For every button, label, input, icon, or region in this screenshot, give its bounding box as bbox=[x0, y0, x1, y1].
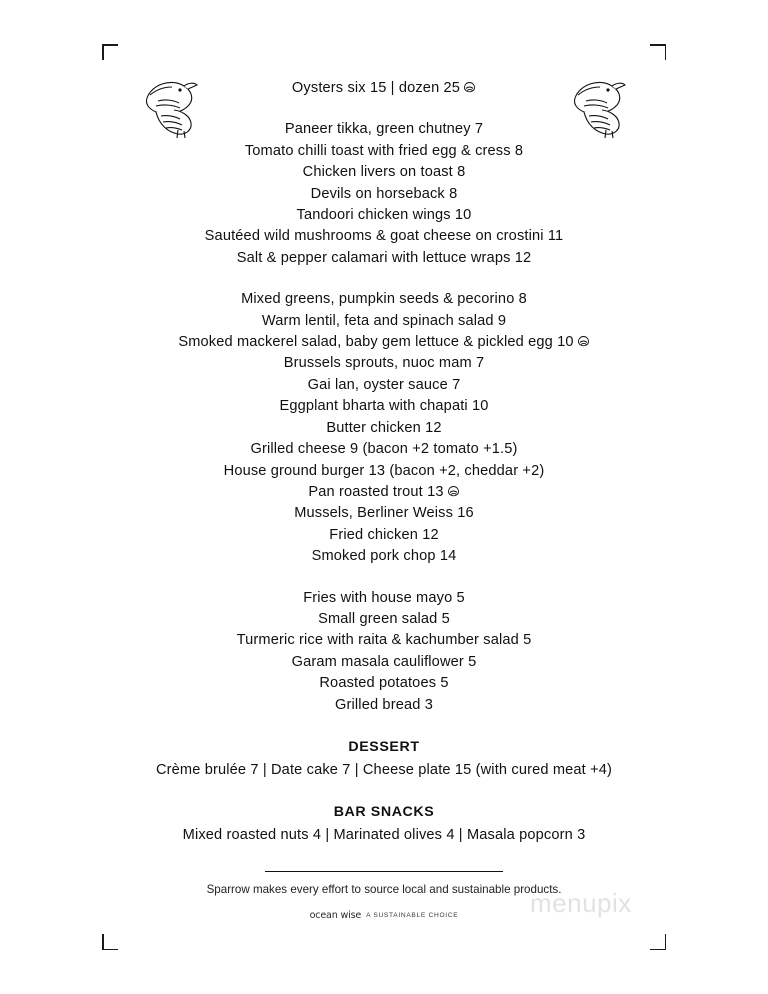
menu-item: Tomato chilli toast with fried egg & cress 8 bbox=[244, 142, 524, 159]
ocean-wise-tagline: A SUSTAINABLE CHOICE bbox=[366, 912, 459, 920]
menu-item: Sautéed wild mushrooms & goat cheese on crostini 11 bbox=[204, 228, 564, 245]
menu-item: Turmeric rice with raita & kachumber salad 5 bbox=[236, 632, 532, 649]
menu-item-oysters bbox=[84, 78, 684, 99]
menu-item: Butter chicken 12 bbox=[326, 419, 442, 436]
section-bar-snacks bbox=[84, 801, 684, 846]
menu-item: Paneer tikka, green chutney 7 bbox=[284, 121, 484, 138]
ocean-wise-icon bbox=[447, 483, 460, 495]
menu-item: Mixed greens, pumpkin seeds & pecorino 8 bbox=[241, 291, 527, 308]
ocean-wise-icon bbox=[577, 333, 590, 345]
ocean-wise-icon bbox=[463, 79, 476, 91]
menu-item: Smoked pork chop 14 bbox=[311, 548, 457, 565]
section-heading-bar-snacks: BAR SNACKS bbox=[333, 804, 435, 821]
watermark bbox=[530, 888, 632, 919]
menu-item: Fried chicken 12 bbox=[329, 526, 439, 543]
menu-item: Crème brulée 7 | Date cake 7 | Cheese plate 15 (with cured meat +4) bbox=[155, 761, 613, 778]
menu-item: Tandoori chicken wings 10 bbox=[296, 207, 472, 224]
crop-mark-bottom-left bbox=[102, 934, 118, 950]
crop-mark-top-right bbox=[650, 44, 666, 60]
menu-item-label: Smoked mackerel salad, baby gem lettuce & pickled egg 10 bbox=[178, 334, 574, 351]
menu-item-with-ocean-wise bbox=[84, 332, 684, 353]
menu-item: Grilled bread 3 bbox=[335, 696, 433, 713]
menu-item: Fries with house mayo 5 bbox=[303, 589, 465, 606]
menu-item: Small green salad 5 bbox=[318, 610, 450, 627]
menu-item: Gai lan, oyster sauce 7 bbox=[307, 376, 461, 393]
menu-item-with-ocean-wise bbox=[84, 482, 684, 503]
menu-item: Chicken livers on toast 8 bbox=[302, 164, 466, 181]
menu-content bbox=[84, 78, 684, 921]
menu-item: Devils on horseback 8 bbox=[310, 185, 458, 202]
footer-divider bbox=[265, 871, 503, 873]
menu-item: Salt & pepper calamari with lettuce wraps 12 bbox=[236, 249, 532, 266]
section-mains bbox=[84, 289, 684, 567]
menu-item: Brussels sprouts, nuoc mam 7 bbox=[283, 355, 485, 372]
menu-item-label: Pan roasted trout 13 bbox=[308, 483, 444, 500]
menu-item: Mussels, Berliner Weiss 16 bbox=[294, 505, 474, 522]
sustainability-footnote: Sparrow makes every effort to source local and sustainable products. bbox=[206, 883, 562, 897]
menu-item: Mixed roasted nuts 4 | Marinated olives 4 | Masala popcorn 3 bbox=[182, 827, 586, 844]
menu-item-label: Oysters six 15 | dozen 25 bbox=[291, 80, 461, 96]
menu-item: Grilled cheese 9 (bacon +2 tomato +1.5) bbox=[250, 441, 518, 458]
menu-item: House ground burger 13 (bacon +2, cheddar +2) bbox=[223, 462, 545, 479]
section-dessert bbox=[84, 736, 684, 781]
ocean-wise-logo-text: ocean wise bbox=[309, 910, 362, 922]
section-heading-dessert: DESSERT bbox=[348, 738, 420, 755]
section-sides bbox=[84, 588, 684, 716]
crop-mark-top-left bbox=[102, 44, 118, 60]
menu-item: Warm lentil, feta and spinach salad 9 bbox=[261, 312, 507, 329]
menu-item: Roasted potatoes 5 bbox=[319, 675, 449, 692]
menu-item: Eggplant bharta with chapati 10 bbox=[279, 398, 489, 415]
watermark-text: menupix bbox=[530, 888, 632, 918]
crop-mark-bottom-right bbox=[650, 934, 666, 950]
section-starters bbox=[84, 119, 684, 269]
menu-item: Garam masala cauliflower 5 bbox=[291, 653, 477, 670]
